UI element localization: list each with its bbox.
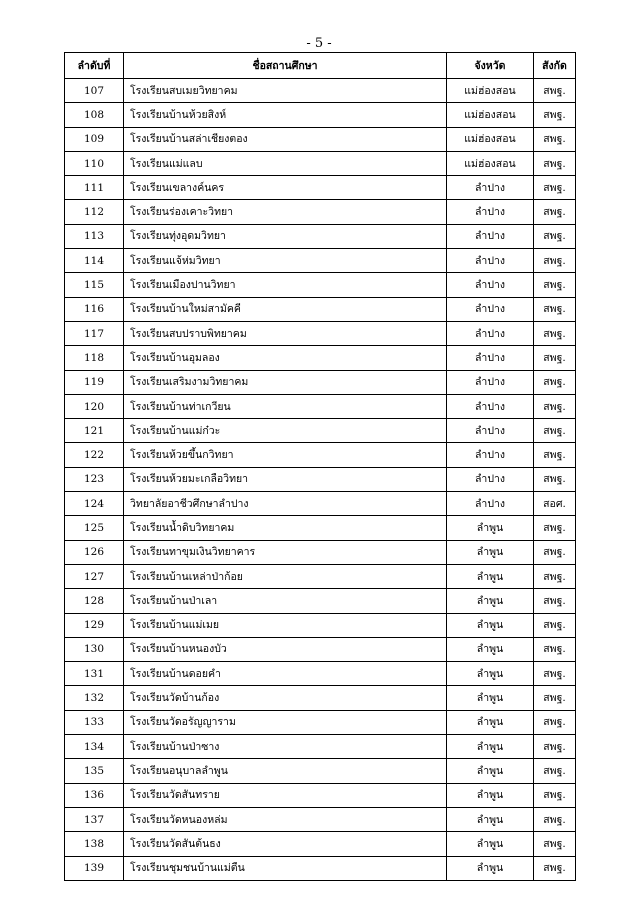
cell-province: ลำพูน [447, 540, 534, 564]
table-row [65, 735, 576, 759]
table-row [65, 492, 576, 516]
cell-order: 139 [65, 856, 124, 880]
table-row [65, 419, 576, 443]
cell-school-name: โรงเรียนสบเมยวิทยาคม [124, 79, 447, 103]
cell-affiliation: สอศ. [534, 492, 576, 516]
table-row [65, 127, 576, 151]
table-body [65, 79, 576, 881]
table-row [65, 637, 576, 661]
cell-order: 124 [65, 492, 124, 516]
cell-affiliation: สพฐ. [534, 832, 576, 856]
cell-order: 110 [65, 151, 124, 175]
cell-school-name: โรงเรียนบ้านเหล่าป่าก้อย [124, 564, 447, 588]
cell-affiliation: สพฐ. [534, 273, 576, 297]
cell-province: ลำพูน [447, 516, 534, 540]
cell-province: ลำปาง [447, 176, 534, 200]
cell-affiliation: สพฐ. [534, 321, 576, 345]
table-row [65, 710, 576, 734]
table-row [65, 443, 576, 467]
cell-school-name: โรงเรียนวัดสันต้นธง [124, 832, 447, 856]
cell-school-name: วิทยาลัยอาชีวศึกษาลำปาง [124, 492, 447, 516]
school-table [64, 52, 576, 881]
cell-affiliation: สพฐ. [534, 176, 576, 200]
cell-order: 133 [65, 710, 124, 734]
table-row [65, 273, 576, 297]
cell-school-name: โรงเรียนวัดบ้านก้อง [124, 686, 447, 710]
cell-order: 117 [65, 321, 124, 345]
cell-province: ลำปาง [447, 443, 534, 467]
cell-school-name: โรงเรียนห้วยขึ้นกวิทยา [124, 443, 447, 467]
cell-province: ลำปาง [447, 346, 534, 370]
cell-affiliation: สพฐ. [534, 370, 576, 394]
cell-province: ลำพูน [447, 807, 534, 831]
cell-order: 123 [65, 467, 124, 491]
cell-school-name: โรงเรียนวัดหนองหล่ม [124, 807, 447, 831]
cell-affiliation: สพฐ. [534, 467, 576, 491]
cell-province: ลำพูน [447, 564, 534, 588]
cell-province: ลำพูน [447, 832, 534, 856]
cell-school-name: โรงเรียนบ้านป่าซาง [124, 735, 447, 759]
cell-province: ลำพูน [447, 613, 534, 637]
table-row [65, 297, 576, 321]
cell-order: 112 [65, 200, 124, 224]
table-row [65, 151, 576, 175]
cell-order: 118 [65, 346, 124, 370]
cell-school-name: โรงเรียนสบปราบพิทยาคม [124, 321, 447, 345]
cell-order: 138 [65, 832, 124, 856]
cell-affiliation: สพฐ. [534, 759, 576, 783]
cell-affiliation: สพฐ. [534, 79, 576, 103]
cell-order: 137 [65, 807, 124, 831]
cell-province: ลำพูน [447, 686, 534, 710]
cell-affiliation: สพฐ. [534, 151, 576, 175]
table-row [65, 321, 576, 345]
header-order: ลำดับที่ [65, 53, 124, 79]
table-row [65, 346, 576, 370]
cell-order: 131 [65, 662, 124, 686]
cell-province: แม่ฮ่องสอน [447, 103, 534, 127]
cell-order: 120 [65, 394, 124, 418]
cell-province: ลำพูน [447, 759, 534, 783]
cell-province: ลำพูน [447, 589, 534, 613]
cell-school-name: โรงเรียนเสริมงามวิทยาคม [124, 370, 447, 394]
cell-school-name: โรงเรียนบ้านป่าเลา [124, 589, 447, 613]
cell-affiliation: สพฐ. [534, 856, 576, 880]
cell-province: ลำปาง [447, 200, 534, 224]
cell-order: 119 [65, 370, 124, 394]
cell-province: ลำพูน [447, 783, 534, 807]
cell-affiliation: สพฐ. [534, 710, 576, 734]
table-row [65, 200, 576, 224]
cell-school-name: โรงเรียนบ้านดอยคำ [124, 662, 447, 686]
cell-order: 116 [65, 297, 124, 321]
cell-affiliation: สพฐ. [534, 564, 576, 588]
cell-order: 113 [65, 224, 124, 248]
table-row [65, 564, 576, 588]
cell-affiliation: สพฐ. [534, 613, 576, 637]
cell-order: 115 [65, 273, 124, 297]
cell-affiliation: สพฐ. [534, 686, 576, 710]
cell-province: ลำพูน [447, 637, 534, 661]
cell-order: 121 [65, 419, 124, 443]
table-row [65, 540, 576, 564]
header-province: จังหวัด [447, 53, 534, 79]
cell-school-name: โรงเรียนห้วยมะเกลือวิทยา [124, 467, 447, 491]
cell-affiliation: สพฐ. [534, 419, 576, 443]
cell-order: 108 [65, 103, 124, 127]
cell-order: 135 [65, 759, 124, 783]
cell-affiliation: สพฐ. [534, 249, 576, 273]
cell-province: ลำพูน [447, 710, 534, 734]
cell-affiliation: สพฐ. [534, 783, 576, 807]
table-row [65, 686, 576, 710]
cell-province: ลำปาง [447, 370, 534, 394]
cell-province: แม่ฮ่องสอน [447, 79, 534, 103]
cell-school-name: โรงเรียนทุ่งอุดมวิทยา [124, 224, 447, 248]
header-school-name: ชื่อสถานศึกษา [124, 53, 447, 79]
cell-province: ลำปาง [447, 492, 534, 516]
cell-province: ลำปาง [447, 273, 534, 297]
cell-order: 127 [65, 564, 124, 588]
cell-order: 107 [65, 79, 124, 103]
table-row [65, 103, 576, 127]
cell-school-name: โรงเรียนแม่แลบ [124, 151, 447, 175]
cell-affiliation: สพฐ. [534, 443, 576, 467]
table-row [65, 516, 576, 540]
table-row [65, 370, 576, 394]
cell-school-name: โรงเรียนบ้านหนองบัว [124, 637, 447, 661]
cell-order: 136 [65, 783, 124, 807]
cell-school-name: โรงเรียนบ้านสล่าเชียงตอง [124, 127, 447, 151]
cell-affiliation: สพฐ. [534, 540, 576, 564]
cell-province: ลำปาง [447, 467, 534, 491]
cell-order: 134 [65, 735, 124, 759]
cell-affiliation: สพฐ. [534, 346, 576, 370]
cell-affiliation: สพฐ. [534, 637, 576, 661]
cell-school-name: โรงเรียนแจ้ห่มวิทยา [124, 249, 447, 273]
cell-affiliation: สพฐ. [534, 224, 576, 248]
table-row [65, 856, 576, 880]
table-row [65, 394, 576, 418]
cell-school-name: โรงเรียนบ้านอุมลอง [124, 346, 447, 370]
table-header-row [65, 53, 576, 79]
cell-order: 130 [65, 637, 124, 661]
cell-province: ลำพูน [447, 856, 534, 880]
cell-affiliation: สพฐ. [534, 127, 576, 151]
cell-school-name: โรงเรียนบ้านใหม่สามัคคี [124, 297, 447, 321]
cell-school-name: โรงเรียนวัดสันทราย [124, 783, 447, 807]
cell-school-name: โรงเรียนวัดอรัญญาราม [124, 710, 447, 734]
cell-affiliation: สพฐ. [534, 103, 576, 127]
cell-school-name: โรงเรียนบ้านแม่เมย [124, 613, 447, 637]
cell-order: 132 [65, 686, 124, 710]
table-row [65, 467, 576, 491]
cell-province: ลำปาง [447, 297, 534, 321]
cell-school-name: โรงเรียนเมืองปานวิทยา [124, 273, 447, 297]
table-row [65, 249, 576, 273]
cell-province: แม่ฮ่องสอน [447, 151, 534, 175]
cell-province: แม่ฮ่องสอน [447, 127, 534, 151]
table-row [65, 613, 576, 637]
cell-province: ลำปาง [447, 249, 534, 273]
table-row [65, 589, 576, 613]
table-row [65, 832, 576, 856]
cell-order: 126 [65, 540, 124, 564]
cell-school-name: โรงเรียนร่องเคาะวิทยา [124, 200, 447, 224]
cell-order: 111 [65, 176, 124, 200]
cell-affiliation: สพฐ. [534, 589, 576, 613]
cell-affiliation: สพฐ. [534, 662, 576, 686]
cell-affiliation: สพฐ. [534, 735, 576, 759]
cell-province: ลำพูน [447, 735, 534, 759]
table-row [65, 662, 576, 686]
table-row [65, 79, 576, 103]
table-row [65, 224, 576, 248]
cell-school-name: โรงเรียนชุมชนบ้านแม่ตืน [124, 856, 447, 880]
table-row [65, 759, 576, 783]
cell-school-name: โรงเรียนเขลางค์นคร [124, 176, 447, 200]
cell-affiliation: สพฐ. [534, 394, 576, 418]
cell-province: ลำพูน [447, 662, 534, 686]
cell-province: ลำปาง [447, 321, 534, 345]
cell-school-name: โรงเรียนบ้านห้วยสิงห์ [124, 103, 447, 127]
cell-affiliation: สพฐ. [534, 807, 576, 831]
cell-order: 114 [65, 249, 124, 273]
table-row [65, 807, 576, 831]
cell-order: 129 [65, 613, 124, 637]
cell-school-name: โรงเรียนบ้านแม่ก๋วะ [124, 419, 447, 443]
cell-province: ลำปาง [447, 224, 534, 248]
cell-school-name: โรงเรียนทาขุมเงินวิทยาคาร [124, 540, 447, 564]
cell-order: 128 [65, 589, 124, 613]
cell-school-name: โรงเรียนบ้านท่าเกวียน [124, 394, 447, 418]
cell-order: 122 [65, 443, 124, 467]
cell-order: 109 [65, 127, 124, 151]
cell-province: ลำปาง [447, 419, 534, 443]
table-row [65, 783, 576, 807]
cell-affiliation: สพฐ. [534, 200, 576, 224]
cell-school-name: โรงเรียนอนุบาลลำพูน [124, 759, 447, 783]
cell-affiliation: สพฐ. [534, 297, 576, 321]
table-row [65, 176, 576, 200]
cell-school-name: โรงเรียนน้ำดิบวิทยาคม [124, 516, 447, 540]
page-number: - 5 - [306, 36, 332, 51]
cell-province: ลำปาง [447, 394, 534, 418]
cell-affiliation: สพฐ. [534, 516, 576, 540]
header-affiliation: สังกัด [534, 53, 576, 79]
cell-order: 125 [65, 516, 124, 540]
